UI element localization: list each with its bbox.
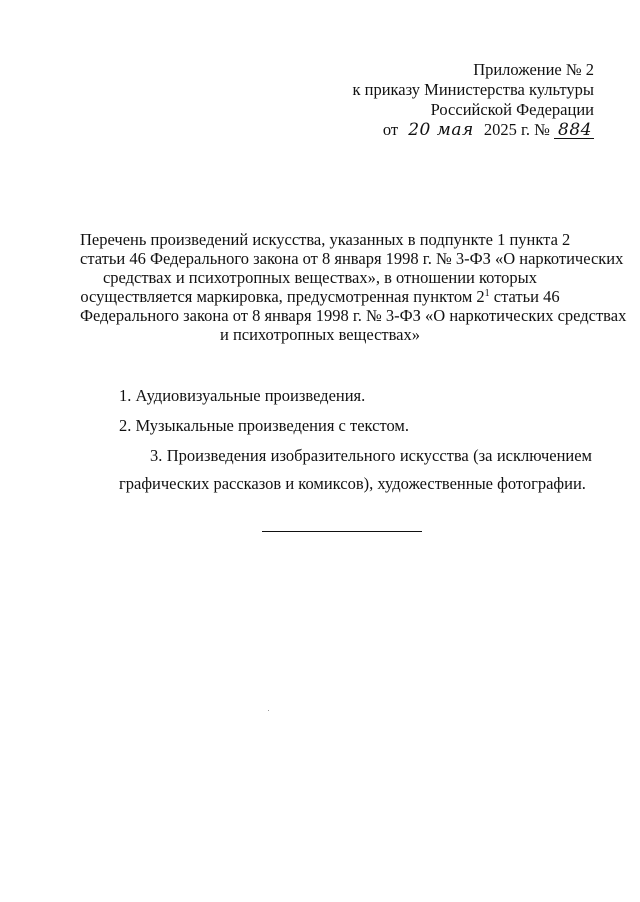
title-line-6: и психотропных веществах» [219, 325, 420, 344]
artworks-list [88, 386, 592, 494]
order-date-line [352, 120, 594, 140]
handwritten-date: 20 мая [408, 120, 474, 140]
list-item-3-line-2: графических рассказов и комиксов), художественные фотографии. [119, 474, 586, 493]
title-superscript: 1 [484, 288, 490, 299]
list-item: 1. Аудиовизуальные произведения. [119, 386, 366, 405]
handwritten-order-number: 884 [554, 122, 594, 139]
title-line-2: статьи 46 Федерального закона от 8 января 1998 г. № 3-ФЗ «О наркотических [80, 249, 624, 268]
list-item [88, 446, 592, 494]
title-line-4-start: осуществляется маркировка, предусмотренная пунктом 2 [80, 287, 485, 306]
scan-speck [268, 710, 269, 711]
document-title [80, 230, 627, 344]
appendix-header [352, 60, 594, 140]
title-line-5: Федерального закона от 8 января 1998 г. № 3-ФЗ «О наркотических средствах [80, 306, 627, 325]
list-item: 2. Музыкальные произведения с текстом. [119, 416, 409, 435]
title-line-1: Перечень произведений искусства, указанных в подпункте 1 пункта 2 [80, 230, 571, 249]
title-line-4 [80, 287, 560, 306]
order-reference: к приказу Министерства культуры [352, 80, 594, 99]
date-year: 2025 г. № [483, 120, 550, 139]
appendix-number: Приложение № 2 [473, 60, 594, 79]
ministry-country: Российской Федерации [430, 100, 594, 119]
end-divider [262, 531, 422, 532]
title-line-3: средствах и психотропных веществах», в отношении которых [102, 268, 538, 287]
list-item-3-line-1: 3. Произведения изобразительного искусства (за исключением [150, 446, 592, 465]
date-prefix: от [382, 120, 399, 139]
title-line-4-end: статьи 46 [489, 287, 560, 306]
